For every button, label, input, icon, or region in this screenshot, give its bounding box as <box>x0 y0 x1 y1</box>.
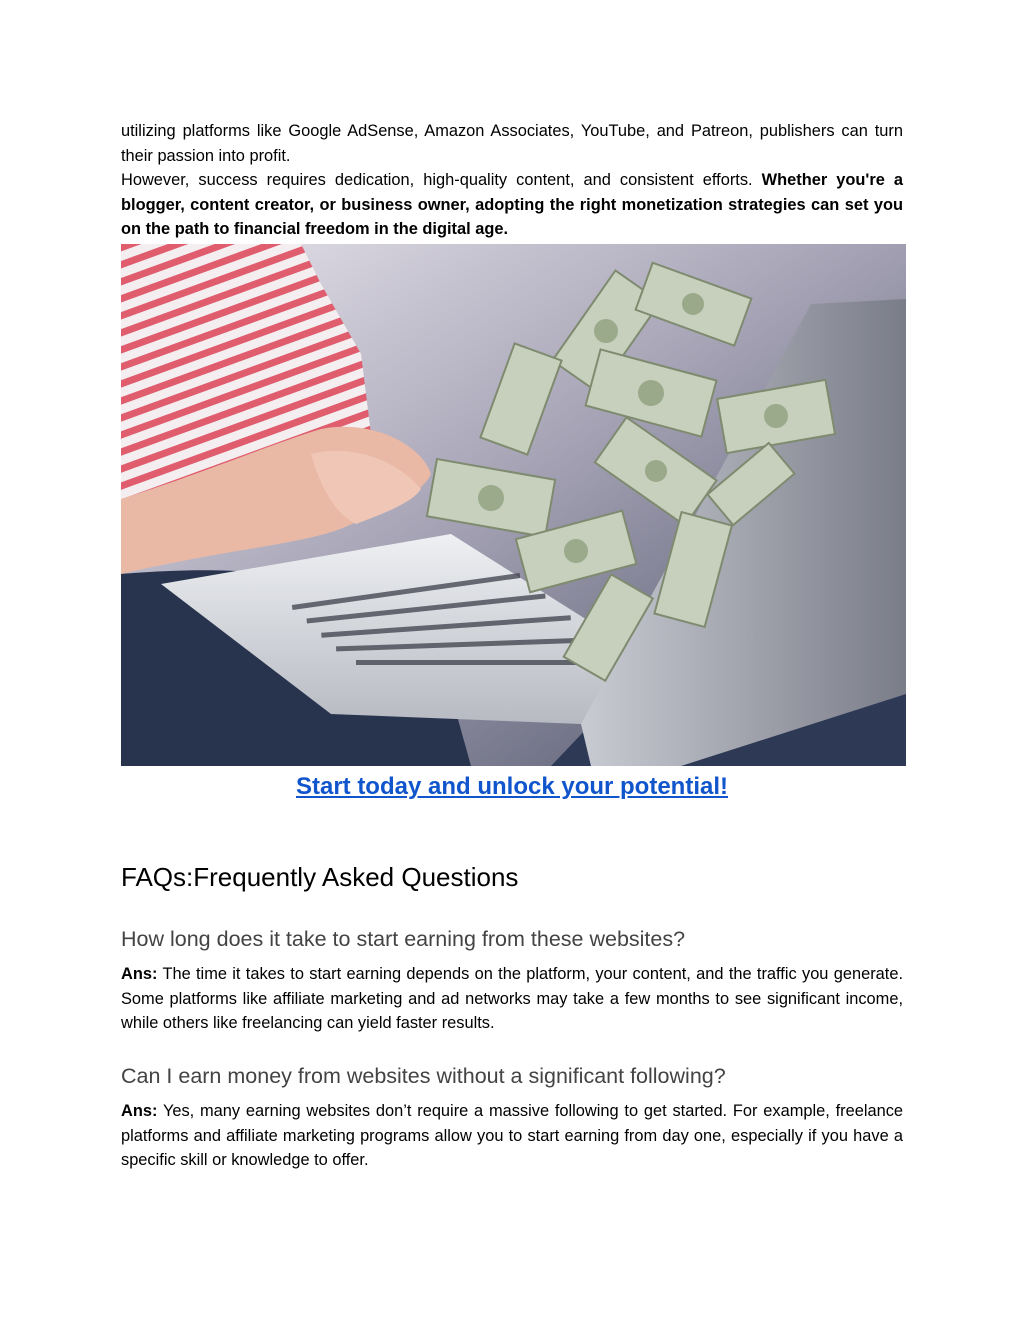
faq-heading: FAQs:Frequently Asked Questions <box>121 862 519 892</box>
faq-question-1: How long does it take to start earning from these websites? <box>121 927 686 951</box>
start-today-link[interactable]: Start today and unlock your potential! <box>295 773 729 800</box>
faq-answer-2-text: Yes, many earning websites don’t require a massive following to get started. For example, freelance platforms and affiliate marketing programs allow you to start earning from day one, especially if you have a specific skill or knowledge to offer. <box>121 1102 903 1169</box>
intro-paragraph-2-bold: Whether you're a blogger, content creator, or business owner, adopting the right monetization strategies can set you on the path to financial freedom in the digital age. <box>121 171 903 238</box>
laptop-money-photo <box>121 244 906 766</box>
intro-paragraph-2-text: However, success requires dedication, high-quality content, and consistent efforts. <box>121 171 753 189</box>
intro-paragraph-2 <box>121 168 903 242</box>
faq-answer-2-label: Ans: <box>121 1102 158 1120</box>
faq-answer-2 <box>121 1099 903 1173</box>
faq-answer-1 <box>121 962 903 1036</box>
faq-question-2: Can I earn money from websites without a significant following? <box>121 1064 726 1088</box>
intro-paragraph-1: utilizing platforms like Google AdSense, Amazon Associates, YouTube, and Patreon, publishers can turn their passion into profit. <box>121 122 903 165</box>
laptop-money-illustration <box>121 244 906 766</box>
faq-answer-1-label: Ans: <box>121 965 158 983</box>
faq-answer-1-text: The time it takes to start earning depends on the platform, your content, and the traffic you generate. Some platforms like affiliate marketing and ad networks may take a few months to see significant income, while others like freelancing can yield faster results. <box>121 965 903 1032</box>
